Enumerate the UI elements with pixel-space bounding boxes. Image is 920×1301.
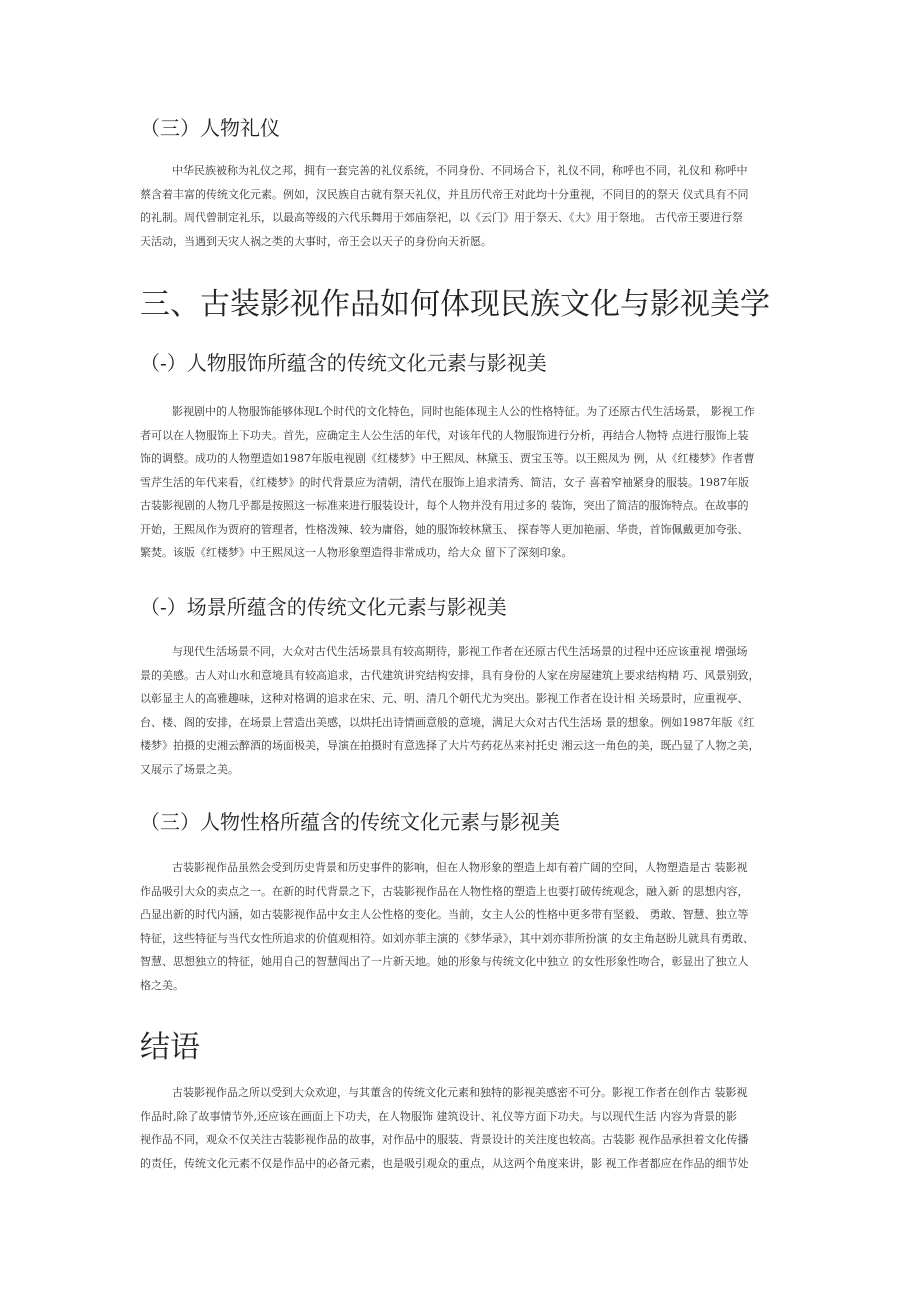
paragraph-etiquette [140, 159, 790, 253]
paragraph-line: 繁焚。该版《红楼梦》中王熙凤这一人物形象塑造得非常成功，给大众 留下了深刻印象。 [140, 546, 573, 559]
conclusion-heading: 结语 [140, 1030, 200, 1065]
section-heading-scene: （-）场景所蕴含的传统文化元素与影视美 [140, 595, 507, 619]
paragraph-line: 雪芹生活的年代来看，《红楼梦》的时代背景应为清朝，清代在服饰上追求清秀、简洁，女子 喜着窄袖紧身的服装。1987年版 [140, 475, 749, 489]
paragraph-line: 者可以在人物服饰上下功夫。首先，应确定主人公生活的年代，对该年代的人物服饰进行分析，再结合人物特 点进行服饰上装 [140, 428, 749, 442]
section-heading-etiquette: （三）人物礼仪 [140, 116, 280, 140]
chapter-heading: 三、古装影视作品如何体现民族文化与影视美学 [140, 287, 770, 322]
paragraph-line: 作品吸引大众的卖点之一。在新的时代背景之下，古装影视作品在人物性格的塑造上也要打破传统观念，融入新 的思想内容， [140, 884, 749, 898]
paragraph-conclusion [140, 1081, 790, 1175]
paragraph-character [140, 856, 790, 997]
paragraph-line: 影视剧中的人物服饰能够体现L个时代的文化特色，同时也能体现主人公的性格特征。为了还原古代生活场景， 影视工作 [172, 405, 755, 418]
paragraph-line: 古装影视剧的人物几乎都是按照这一标准来进行服装设计，每个人物并没有用过多的 装饰，突出了简洁的服饰特点。在故事的 [140, 499, 749, 512]
paragraph-line: 古装影视作品虽然会受到历史背景和历史事件的影响，但在人物形象的塑造上却有着广阔的空间，人物塑造是古 装影视 [172, 861, 748, 874]
paragraph-scene [140, 640, 790, 781]
paragraph-line: 景的美感。古人对山水和意境具有较高追求，古代建筑讲究结构安排，具有身份的人家在房屋建筑上要求结构精 巧、风景别致， [140, 668, 760, 682]
paragraph-line: 的责任，传统文化元素不仅是作品中的必备元素，也是吸引观众的重点，从这两个角度来讲，影 视工作者都应在作品的细节处 [140, 1156, 749, 1170]
paragraph-line: 天活动，当遇到天灾人祸之类的大事时，帝王会以天子的身份向天祈愿。 [140, 234, 492, 248]
paragraph-line: 格之美。 [140, 978, 184, 992]
paragraph-line: 与现代生活场景不同，大众对古代生活场景具有较高期待，影视工作者在还原古代生活场景的过程中还应该重视 增强场 [172, 645, 748, 658]
paragraph-line: 台、楼、阁的安排，在场景上营造出美感，以烘托出诗情画意般的意境，满足大众对古代生活场 景的想象。例如1987年版《红 [140, 715, 755, 729]
paragraph-line: 饰的调整。成功的人物塑造如1987年版电视剧《红楼梦》中王熙凤、林黛玉、贾宝玉等。以王熙凤为 例，从《红楼梦》作者曹 [140, 452, 755, 465]
paragraph-line: 视作品不同，观众不仅关注古装影视作品的故事，对作品中的服装、背景设计的关注度也较高。古装影 视作品承担着文化传播 [140, 1133, 749, 1146]
paragraph-line: 作品时,除了故事情节外,还应该在画面上下功夫，在人物服饰 建筑设计、礼仪等方面下功夫。与以现代生活 内容为背景的影 [140, 1109, 737, 1123]
paragraph-line: 智慧、思想独立的特征，她用自己的智慧闯出了一片新天地。她的形象与传统文化中独立 的女性形象性吻合，彰显出了独立人 [140, 955, 749, 968]
paragraph-line: 开始，王熙凤作为贾府的管理者，性格泼辣、较为庸俗，她的服饰较林黛玉、 探春等人更加艳丽、华贵，首饰佩戴更加夸张、 [140, 522, 749, 536]
paragraph-costume [140, 400, 790, 565]
paragraph-line: 古装影视作品之所以受到大众欢迎，与其董含的传统文化元素和独特的影视美感密不可分。影视工作者在创作古 装影视 [172, 1086, 748, 1099]
paragraph-line: 中华民族被称为礼仪之邦，拥有一套完善的礼仪系统，不同身份、不同场合下，礼仪不同，称呼也不同，礼仪和 称呼中 [172, 164, 748, 177]
paragraph-line: 凸显出新的时代内涵，如古装影视作品中女主人公性格的变化。当前，女主人公的性格中更多带有坚毅、 勇敢、智慧、独立等 [140, 908, 749, 921]
paragraph-line: 蔡含着丰富的传统文化元素。例如，汉民族自古就有祭天礼仪，并且历代帝王对此均十分重视，不同目的的祭天 仪式具有不同 [140, 187, 749, 201]
paragraph-line: 楼梦》拍摄的史湘云醉酒的场面极美，导演在拍摄时有意选择了大片芍药花丛来衬托史 湘云这一角色的美，既凸显了人物之美， [140, 739, 760, 752]
section-heading-character: （三）人物性格所蕴含的传统文化元素与影视美 [140, 810, 560, 834]
paragraph-line: 特征，这些特征与当代女性所追求的价值观相符。如刘亦菲主演的《梦华录》，其中刘亦菲所扮演 的女主角赵盼儿就具有勇敢、 [140, 931, 754, 945]
paragraph-line: 又展示了场景之美。 [140, 762, 239, 776]
paragraph-line: 的礼制。周代曾制定礼乐，以最高等级的六代乐舞用于郊庙祭祀，以《云门》用于祭天、《大》用于祭地。 古代帝王要进行祭 [140, 211, 743, 224]
paragraph-line: 以彰显主人的高雅趣味，这种对格调的追求在宋、元、明、清几个朝代尤为突出。影视工作者在设计相 关场景时，应重视亭、 [140, 692, 749, 705]
section-heading-costume: （-）人物服饰所蕴含的传统文化元素与影视美 [140, 351, 547, 375]
